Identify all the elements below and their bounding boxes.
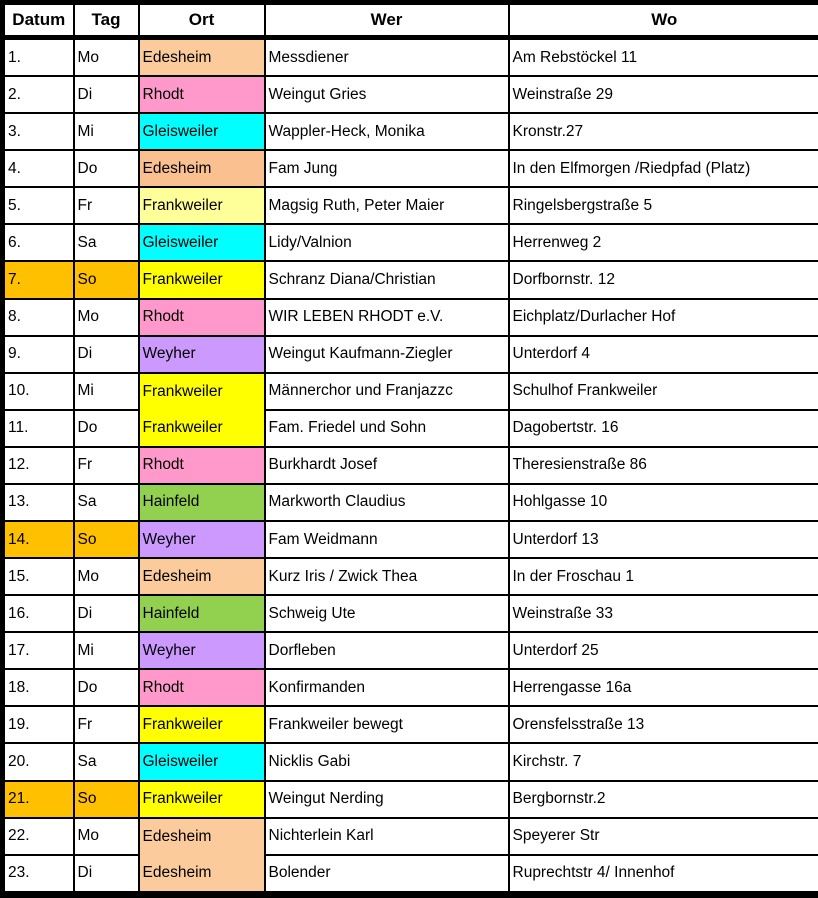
cell-ort: Rhodt [139, 76, 265, 113]
cell-tag: Mo [74, 299, 139, 336]
cell-tag: Sa [74, 224, 139, 261]
cell-wo: Am Rebstöckel 11 [509, 38, 818, 77]
header-wer: Wer [265, 3, 509, 38]
cell-wo: Unterdorf 13 [509, 521, 818, 558]
cell-datum: 4. [3, 150, 74, 187]
cell-wer: Nicklis Gabi [265, 743, 509, 780]
cell-tag: So [74, 261, 139, 298]
cell-ort: Frankweiler [139, 410, 265, 447]
cell-wer: Dorfleben [265, 632, 509, 669]
header-ort: Ort [139, 3, 265, 38]
cell-ort: Gleisweiler [139, 743, 265, 780]
cell-datum: 9. [3, 336, 74, 373]
cell-datum: 12. [3, 447, 74, 484]
table-row [3, 224, 818, 261]
cell-wo: Orensfelsstraße 13 [509, 706, 818, 743]
cell-tag: Di [74, 336, 139, 373]
cell-wo: Weinstraße 29 [509, 76, 818, 113]
cell-tag: Fr [74, 447, 139, 484]
cell-wo: Eichplatz/Durlacher Hof [509, 299, 818, 336]
cell-ort: Frankweiler [139, 706, 265, 743]
cell-tag: Do [74, 669, 139, 706]
cell-wo: Unterdorf 4 [509, 336, 818, 373]
cell-wer: Schweig Ute [265, 595, 509, 632]
header-row [3, 3, 818, 38]
cell-wer: Lidy/Valnion [265, 224, 509, 261]
cell-wo: Weinstraße 33 [509, 595, 818, 632]
table-row [3, 76, 818, 113]
cell-wer: Weingut Nerding [265, 781, 509, 818]
cell-ort: Edesheim [139, 558, 265, 595]
cell-tag: Fr [74, 706, 139, 743]
cell-wo: Kronstr.27 [509, 113, 818, 150]
cell-wer: Weingut Gries [265, 76, 509, 113]
cell-datum: 8. [3, 299, 74, 336]
table-row [3, 261, 818, 298]
cell-wer: Wappler-Heck, Monika [265, 113, 509, 150]
table-row [3, 669, 818, 706]
table-row [3, 113, 818, 150]
cell-tag: Do [74, 150, 139, 187]
cell-ort: Rhodt [139, 669, 265, 706]
cell-ort: Weyher [139, 336, 265, 373]
cell-tag: Di [74, 855, 139, 895]
table-row [3, 150, 818, 187]
cell-datum: 11. [3, 410, 74, 447]
table-header [3, 3, 818, 38]
cell-wer: Fam Jung [265, 150, 509, 187]
cell-wo: Herrenweg 2 [509, 224, 818, 261]
cell-wer: Nichterlein Karl [265, 818, 509, 855]
cell-ort: Frankweiler [139, 781, 265, 818]
cell-datum: 16. [3, 595, 74, 632]
cell-wer: Konfirmanden [265, 669, 509, 706]
table-row [3, 410, 818, 447]
cell-tag: Mi [74, 113, 139, 150]
table-row [3, 781, 818, 818]
cell-ort: Frankweiler [139, 373, 265, 410]
cell-datum: 5. [3, 187, 74, 224]
cell-ort: Gleisweiler [139, 224, 265, 261]
cell-ort: Rhodt [139, 299, 265, 336]
cell-datum: 17. [3, 632, 74, 669]
cell-datum: 14. [3, 521, 74, 558]
cell-datum: 21. [3, 781, 74, 818]
table-row [3, 558, 818, 595]
cell-ort: Edesheim [139, 150, 265, 187]
table-row [3, 818, 818, 855]
cell-datum: 6. [3, 224, 74, 261]
cell-wer: Magsig Ruth, Peter Maier [265, 187, 509, 224]
cell-ort: Weyher [139, 521, 265, 558]
cell-datum: 10. [3, 373, 74, 410]
cell-tag: So [74, 521, 139, 558]
cell-wer: Markworth Claudius [265, 484, 509, 521]
cell-ort: Gleisweiler [139, 113, 265, 150]
cell-datum: 20. [3, 743, 74, 780]
table-row [3, 187, 818, 224]
table-row [3, 632, 818, 669]
table-row [3, 521, 818, 558]
cell-datum: 3. [3, 113, 74, 150]
cell-wo: Bergbornstr.2 [509, 781, 818, 818]
cell-ort: Frankweiler [139, 261, 265, 298]
cell-wer: Kurz Iris / Zwick Thea [265, 558, 509, 595]
cell-wo: Ringelsbergstraße 5 [509, 187, 818, 224]
table-row [3, 595, 818, 632]
cell-wer: Messdiener [265, 38, 509, 77]
cell-datum: 23. [3, 855, 74, 895]
cell-datum: 13. [3, 484, 74, 521]
cell-wer: Schranz Diana/Christian [265, 261, 509, 298]
cell-wer: WIR LEBEN RHODT e.V. [265, 299, 509, 336]
cell-ort: Hainfeld [139, 595, 265, 632]
cell-datum: 1. [3, 38, 74, 77]
cell-ort: Edesheim [139, 855, 265, 895]
cell-tag: Fr [74, 187, 139, 224]
cell-tag: Di [74, 595, 139, 632]
cell-wo: Ruprechtstr 4/ Innenhof [509, 855, 818, 895]
cell-tag: Mo [74, 38, 139, 77]
cell-wo: In den Elfmorgen /Riedpfad (Platz) [509, 150, 818, 187]
cell-wo: In der Froschau 1 [509, 558, 818, 595]
cell-tag: Sa [74, 743, 139, 780]
table-row [3, 373, 818, 410]
cell-wo: Hohlgasse 10 [509, 484, 818, 521]
table-body [3, 38, 818, 895]
cell-wo: Theresienstraße 86 [509, 447, 818, 484]
cell-wo: Kirchstr. 7 [509, 743, 818, 780]
cell-wer: Bolender [265, 855, 509, 895]
cell-datum: 19. [3, 706, 74, 743]
cell-datum: 18. [3, 669, 74, 706]
cell-wo: Dagobertstr. 16 [509, 410, 818, 447]
cell-tag: Sa [74, 484, 139, 521]
cell-ort: Edesheim [139, 818, 265, 855]
cell-ort: Hainfeld [139, 484, 265, 521]
cell-wo: Unterdorf 25 [509, 632, 818, 669]
cell-tag: Mo [74, 818, 139, 855]
table-row [3, 855, 818, 895]
cell-datum: 2. [3, 76, 74, 113]
table-row [3, 336, 818, 373]
cell-ort: Frankweiler [139, 187, 265, 224]
table-row [3, 706, 818, 743]
table-row [3, 484, 818, 521]
cell-datum: 22. [3, 818, 74, 855]
cell-wer: Frankweiler bewegt [265, 706, 509, 743]
table-row [3, 299, 818, 336]
cell-wer: Fam Weidmann [265, 521, 509, 558]
cell-tag: Mi [74, 632, 139, 669]
cell-wo: Schulhof Frankweiler [509, 373, 818, 410]
cell-wer: Weingut Kaufmann-Ziegler [265, 336, 509, 373]
cell-tag: Mi [74, 373, 139, 410]
cell-ort: Rhodt [139, 447, 265, 484]
cell-wer: Männerchor und Franjazzc [265, 373, 509, 410]
cell-tag: Do [74, 410, 139, 447]
cell-ort: Edesheim [139, 38, 265, 77]
cell-ort: Weyher [139, 632, 265, 669]
cell-wo: Herrengasse 16a [509, 669, 818, 706]
cell-wer: Fam. Friedel und Sohn [265, 410, 509, 447]
header-wo: Wo [509, 3, 818, 38]
cell-wer: Burkhardt Josef [265, 447, 509, 484]
table-row [3, 743, 818, 780]
cell-datum: 7. [3, 261, 74, 298]
cell-tag: Di [74, 76, 139, 113]
cell-wo: Dorfbornstr. 12 [509, 261, 818, 298]
header-tag: Tag [74, 3, 139, 38]
cell-tag: So [74, 781, 139, 818]
table-row [3, 447, 818, 484]
header-datum: Datum [3, 3, 74, 38]
cell-datum: 15. [3, 558, 74, 595]
cell-wo: Speyerer Str [509, 818, 818, 855]
table-row [3, 38, 818, 77]
cell-tag: Mo [74, 558, 139, 595]
